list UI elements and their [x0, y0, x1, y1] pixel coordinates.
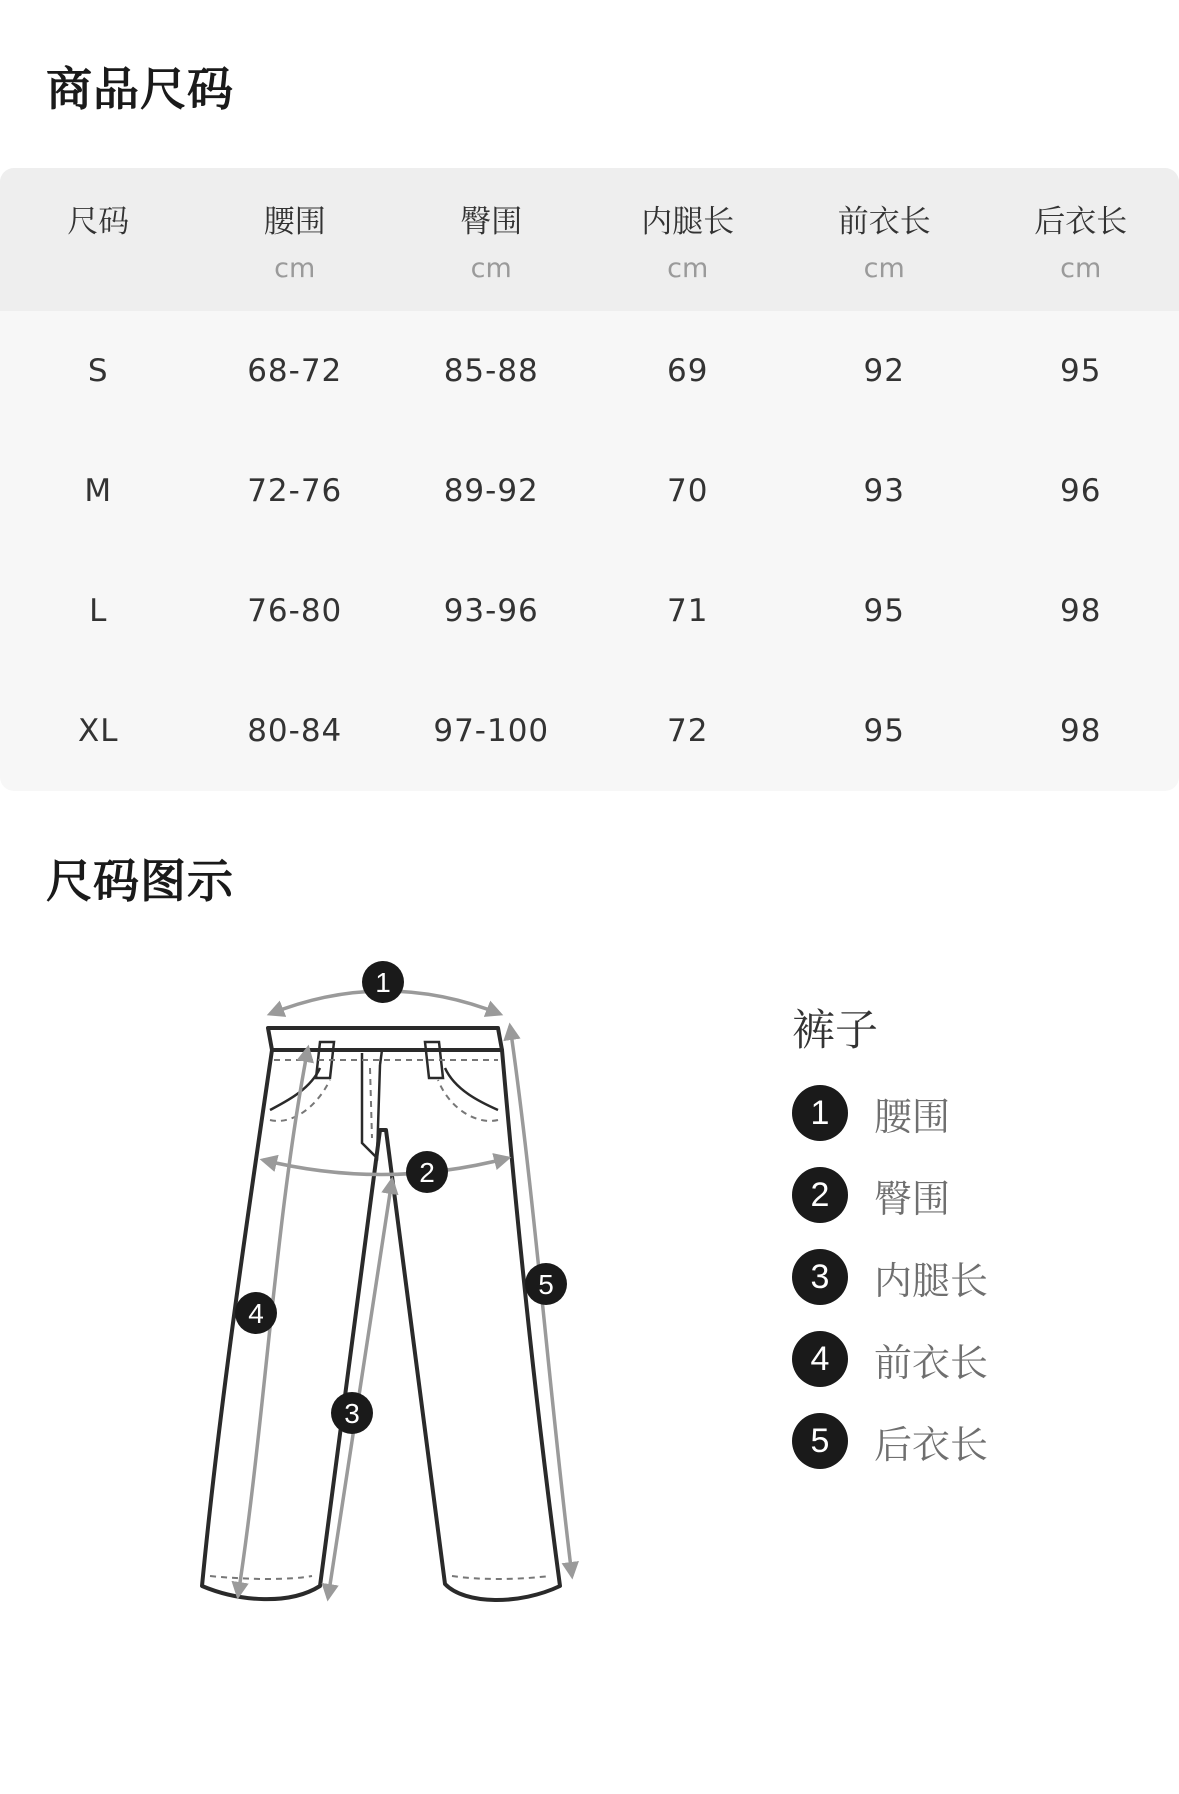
legend-label: 前衣长	[874, 1340, 989, 1385]
column-unit: cm	[863, 253, 905, 285]
column-header-hip	[393, 168, 590, 311]
marker-3-number: 3	[344, 1398, 360, 1429]
marker-5-number: 5	[538, 1269, 554, 1300]
marker-4-number: 4	[248, 1298, 264, 1329]
column-label: 前衣长	[837, 204, 931, 240]
table-cell: 68-72	[247, 353, 343, 389]
table-cell: 89-92	[443, 473, 539, 509]
diagram-section-title: 尺码图示	[46, 854, 234, 908]
column-unit: cm	[470, 253, 512, 285]
table-row	[0, 551, 1179, 671]
column-label: 内腿长	[641, 204, 735, 240]
column-unit: cm	[274, 253, 316, 285]
table-cell: 98	[1060, 593, 1102, 629]
column-header-back-length	[983, 168, 1179, 311]
table-cell: 97-100	[433, 713, 550, 749]
number-badge: 4	[792, 1331, 848, 1387]
column-label: 尺码	[67, 204, 130, 240]
table-cell: XL	[77, 713, 119, 749]
table-cell: L	[89, 593, 108, 629]
table-cell: 76-80	[247, 593, 343, 629]
size-diagram	[0, 940, 1179, 1620]
column-label: 臀围	[460, 204, 523, 240]
table-cell: 80-84	[247, 713, 343, 749]
table-cell: 71	[667, 593, 709, 629]
table-cell: 92	[863, 353, 905, 389]
column-label: 后衣长	[1034, 204, 1128, 240]
table-cell: 72	[667, 713, 709, 749]
legend-item-back-length	[792, 1413, 988, 1469]
column-header-size	[0, 168, 197, 311]
table-cell: 85-88	[443, 353, 539, 389]
legend-item-front-length	[792, 1331, 988, 1387]
table-cell: 93-96	[443, 593, 539, 629]
legend-item-hip	[792, 1167, 988, 1223]
diagram-legend	[792, 1006, 989, 1495]
legend-label: 臀围	[874, 1176, 951, 1221]
table-cell: 95	[1060, 353, 1102, 389]
table-row	[0, 671, 1179, 791]
number-badge: 3	[792, 1249, 848, 1305]
column-header-front-length	[786, 168, 983, 311]
column-header-waist	[197, 168, 394, 311]
size-table	[0, 168, 1179, 791]
column-header-inseam	[590, 168, 787, 311]
table-cell: 72-76	[247, 473, 343, 509]
number-badge: 5	[792, 1413, 848, 1469]
marker-1-number: 1	[375, 967, 391, 998]
pants-illustration	[180, 940, 620, 1620]
table-cell: 96	[1060, 473, 1102, 509]
marker-2-number: 2	[419, 1157, 435, 1188]
legend-label: 腰围	[874, 1094, 951, 1139]
table-row	[0, 431, 1179, 551]
number-badge: 2	[792, 1167, 848, 1223]
garment-label: 裤子	[792, 1006, 878, 1056]
table-cell: M	[84, 473, 113, 509]
table-cell: 98	[1060, 713, 1102, 749]
table-cell: S	[87, 353, 109, 389]
table-header	[0, 168, 1179, 311]
legend-label: 内腿长	[874, 1258, 989, 1303]
column-label: 腰围	[263, 204, 326, 240]
number-badge: 1	[792, 1085, 848, 1141]
table-cell: 95	[863, 713, 905, 749]
legend-item-inseam	[792, 1249, 988, 1305]
column-unit: cm	[1060, 253, 1102, 285]
size-section-title: 商品尺码	[46, 62, 234, 116]
legend-label: 后衣长	[874, 1422, 989, 1467]
table-row	[0, 311, 1179, 431]
column-unit: cm	[667, 253, 709, 285]
table-cell: 95	[863, 593, 905, 629]
table-cell: 70	[667, 473, 709, 509]
table-cell: 69	[667, 353, 709, 389]
legend-item-waist	[792, 1085, 988, 1141]
table-cell: 93	[863, 473, 905, 509]
table-body	[0, 311, 1179, 791]
